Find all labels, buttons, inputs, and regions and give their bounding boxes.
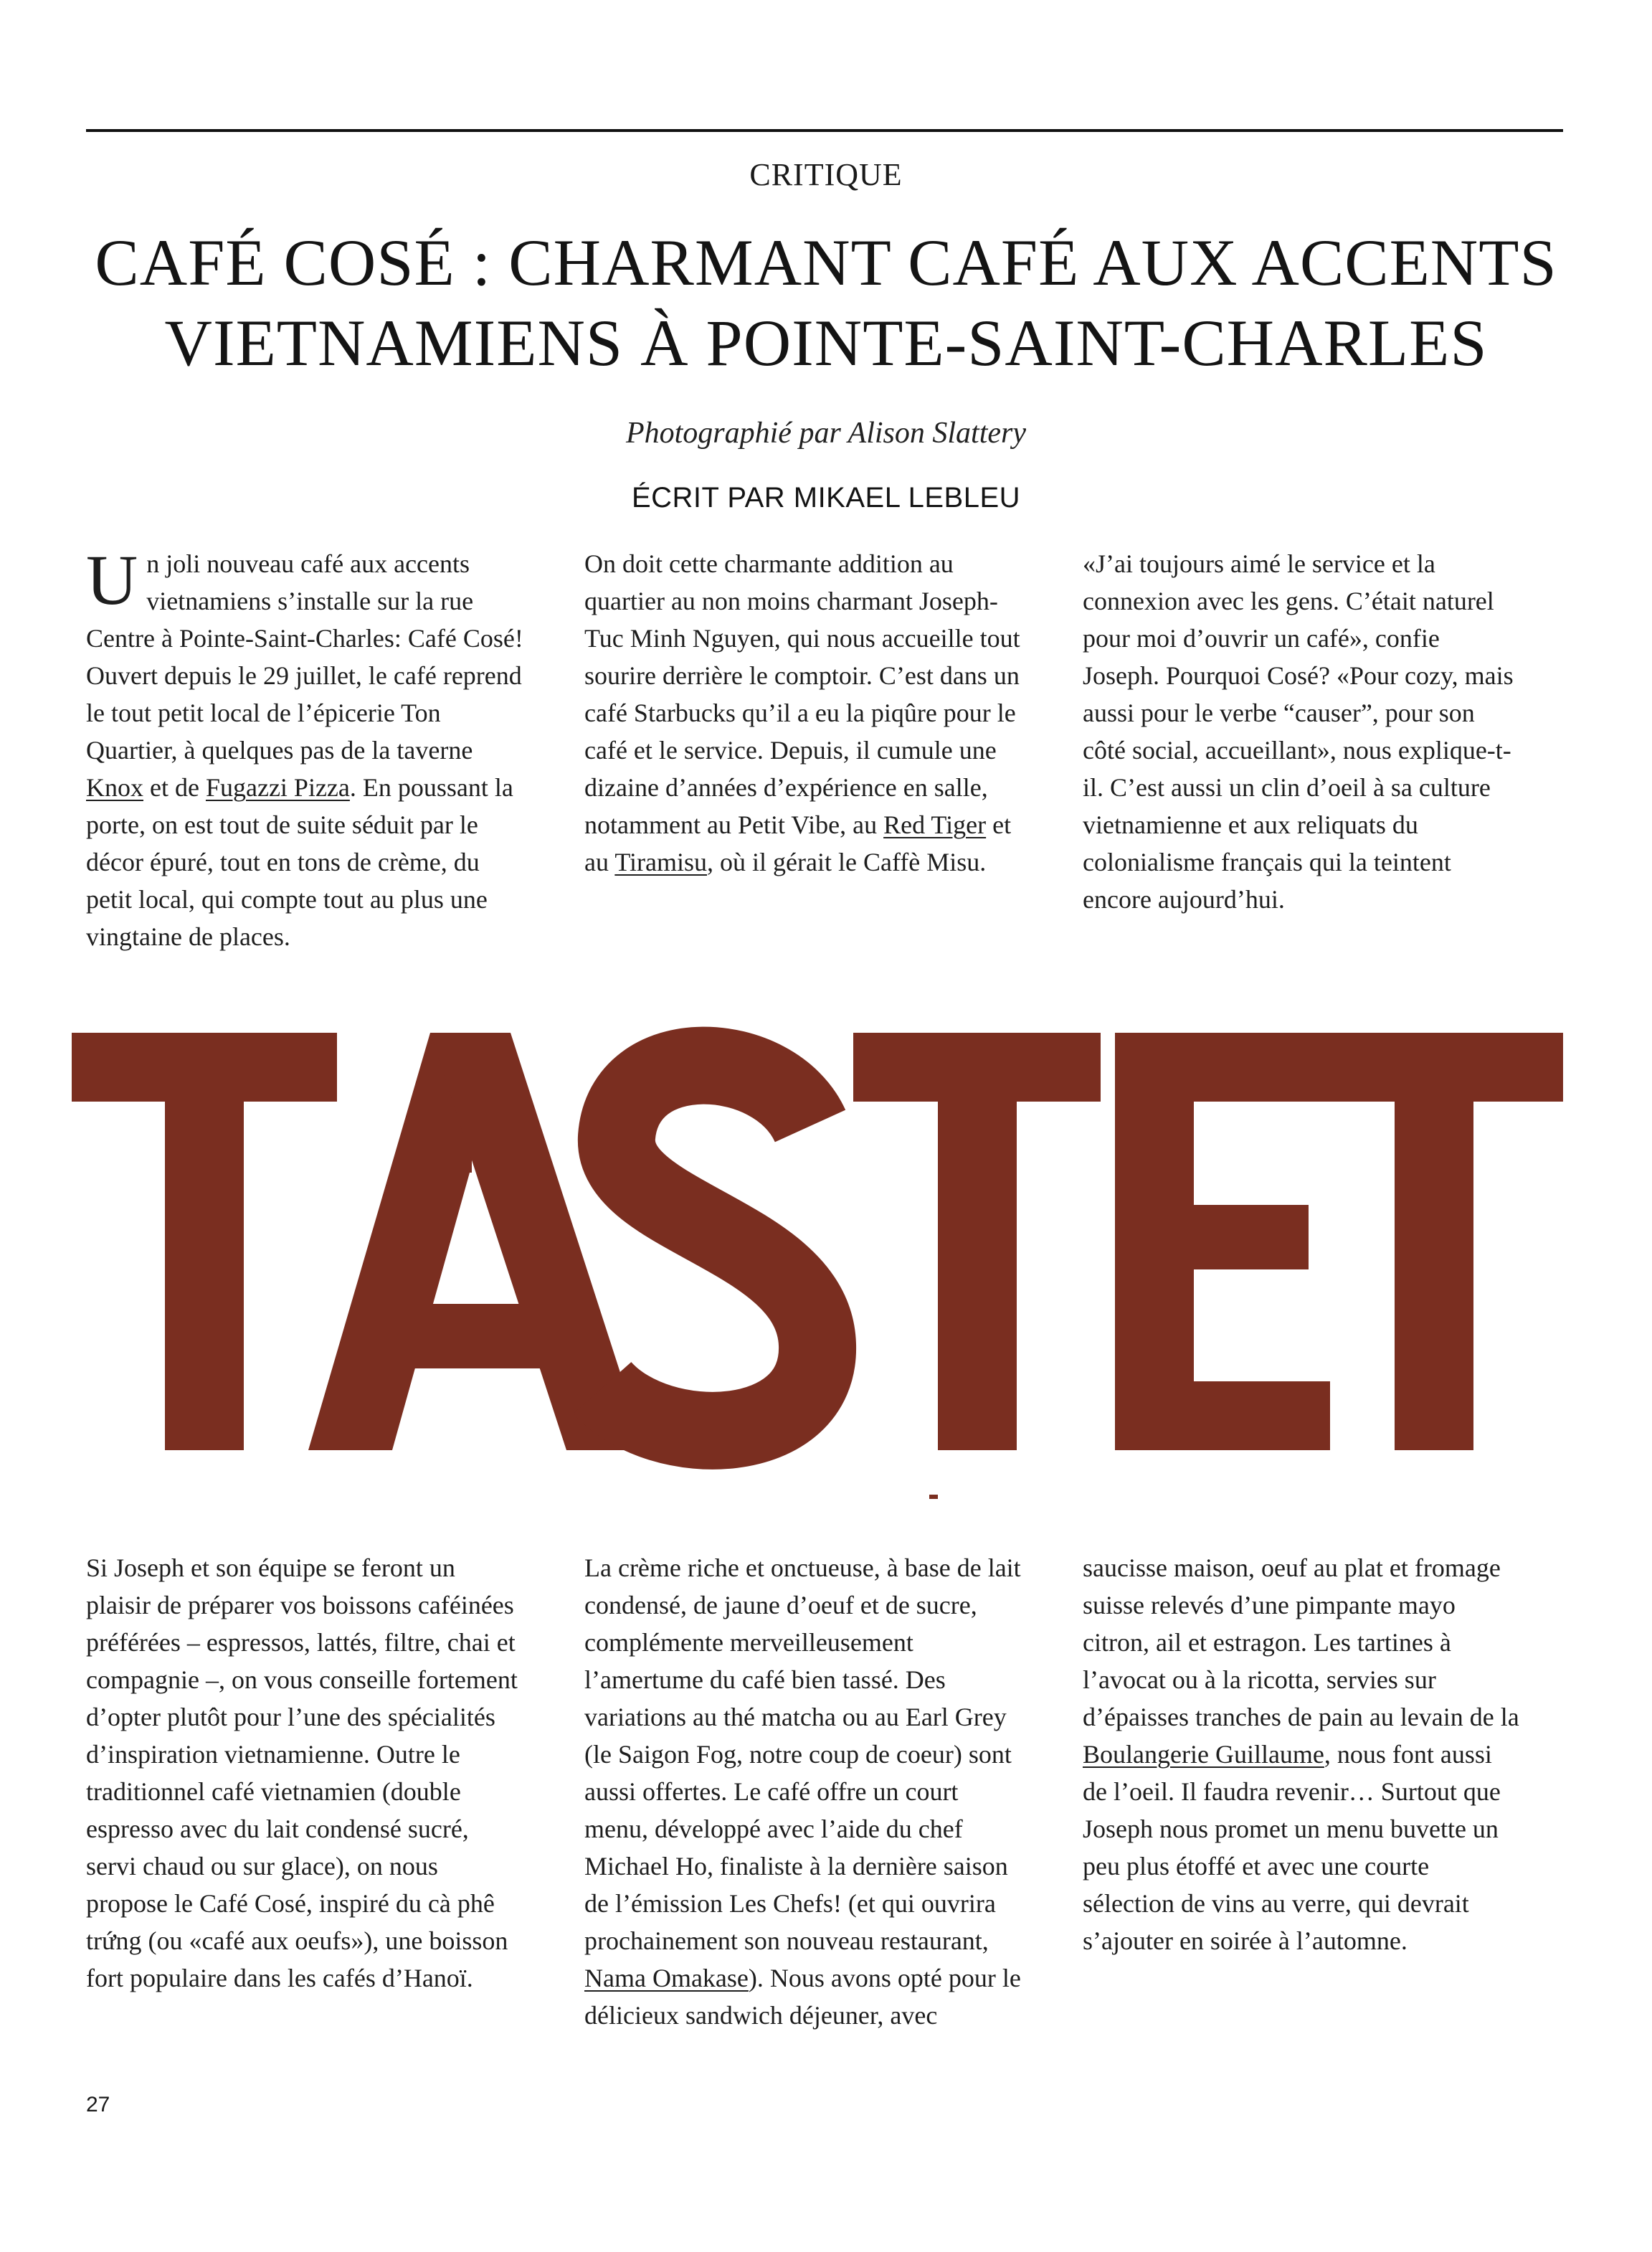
column-6-text-a: saucisse maison, oeuf au plat et fromage suisse relevés d’une pimpante mayo citron, ail et estragon. Les tartines à l’avocat ou à la ricotta, servies sur d’épaisses tranches de pain au levain de la	[1083, 1553, 1519, 1731]
article-column-4	[86, 1549, 523, 1997]
logo-letter-e-bottom	[1115, 1381, 1330, 1450]
article-column-5	[584, 1549, 1022, 2034]
link-red-tiger[interactable]: Red Tiger	[883, 810, 987, 839]
column-4-text-a: Si Joseph et son équipe se feront un plaisir de préparer vos boissons caféinées préférées – espressos, lattés, filtre, chai et compagnie –, on vous conseille fortement d’opter plutôt pour l’une des spécialités d’inspiration vietnamienne. Outre le traditionnel café vietnamien (double espresso avec du lait condensé sucré, servi chaud ou sur glace), on nous propose le Café Cosé, inspiré du cà phê trứng (ou «café aux oeufs»), une boisson fort populaire dans les cafés d’Hanoï.	[86, 1553, 518, 1992]
drop-cap: U	[86, 540, 138, 620]
byline: ÉCRIT PAR MIKAEL LEBLEU	[631, 482, 1021, 514]
article-headline	[72, 222, 1580, 383]
column-1-text-c: . En poussant la porte, on est tout de suite séduit par le décor épuré, tout en tons de crème, du petit local, qui compte tout au plus une vingtaine de places.	[86, 773, 513, 951]
headline-line-1: CAFÉ COSÉ : CHARMANT CAFÉ AUX ACCENTS	[95, 226, 1557, 299]
logo-letter-t1-stem	[165, 1033, 244, 1450]
article-column-2	[584, 545, 1022, 881]
article-column-3	[1083, 545, 1520, 918]
top-rule	[86, 129, 1563, 132]
article-column-6	[1083, 1549, 1520, 1959]
section-kicker: CRITIQUE	[749, 157, 903, 192]
logo-letter-s	[602, 1066, 817, 1431]
column-5-text-a: La crème riche et onctueuse, à base de lait condensé, de jaune d’oeuf et de sucre, complémente merveilleusement l’amertume du café bien tassé. Des variations au thé matcha ou au Earl Grey (le Saigon Fog, notre coup de coeur) sont aussi offertes. Le café offre un court menu, développé avec l’aide du chef Michael Ho, finaliste à la dernière saison de l’émission Les Chefs! (et qui ouvrira prochainement son nouveau restaurant,	[584, 1553, 1021, 1955]
logo-letter-t2-stem	[938, 1033, 1017, 1450]
link-nama-omakase[interactable]: Nama Omakase	[584, 1964, 749, 1992]
article-column-1	[86, 540, 523, 955]
column-2-text-a: On doit cette charmante addition au quartier au non moins charmant Joseph-Tuc Minh Nguyen, qui nous accueille tout sourire derrière le comptoir. C’est dans un café Starbucks qu’il a eu la piqûre pour le café et le service. Depuis, il cumule une dizaine d’années d’expérience en salle, notamment au Petit Vibe, au	[584, 549, 1020, 839]
photo-credit: Photographié par Alison Slattery	[625, 417, 1027, 450]
link-boulangerie-guillaume[interactable]: Boulangerie Guillaume	[1083, 1740, 1324, 1769]
link-knox[interactable]: Knox	[86, 773, 143, 802]
column-3-text-a: «J’ai toujours aimé le service et la connexion avec les gens. C’était naturel pour moi d’ouvrir un café», confie Joseph. Pourquoi Cosé? «Pour cozy, mais aussi pour le verbe “causer”, pour son côté social, accueillant», nous explique-t-il. C’est aussi un clin d’oeil à sa culture vietnamienne et aux reliquats du colonialisme français qui la teintent encore aujourd’hui.	[1083, 549, 1514, 914]
column-1-text-b: et de	[143, 773, 206, 802]
tastet-logo	[72, 1018, 1563, 1506]
page-number: 27	[86, 2093, 110, 2116]
column-2-text-c: , où il gérait le Caffè Misu.	[707, 848, 987, 876]
link-fugazzi-pizza[interactable]: Fugazzi Pizza	[205, 773, 350, 802]
tastet-wordmark-graphic	[72, 1018, 1563, 1506]
column-2-text-b: et au	[584, 810, 1012, 876]
column-5-text-b: ). Nous avons opté pour le délicieux sandwich déjeuner, avec	[584, 1964, 1021, 2030]
logo-letter-a-crossbar	[409, 1304, 588, 1368]
logo-letter-t3-stem	[1395, 1033, 1473, 1450]
logo-small-mark	[929, 1495, 938, 1499]
link-tiramisu[interactable]: Tiramisu	[614, 848, 708, 876]
logo-letter-e-middle	[1115, 1205, 1309, 1269]
column-6-text-b: , nous font aussi de l’oeil. Il faudra revenir… Surtout que Joseph nous promet un menu buvette un peu plus étoffé et avec une courte sélection de vins au verre, qui devrait s’ajouter en soirée à l’automne.	[1083, 1740, 1501, 1955]
column-1-text-a: n joli nouveau café aux accents vietnamiens s’installe sur la rue Centre à Pointe-Saint-Charles: Café Cosé! Ouvert depuis le 29 juillet, le café reprend le tout petit local de l’épicerie Ton Quartier, à quelques pas de la taverne	[86, 549, 523, 765]
headline-line-2: VIETNAMIENS À POINTE-SAINT-CHARLES	[164, 306, 1488, 379]
